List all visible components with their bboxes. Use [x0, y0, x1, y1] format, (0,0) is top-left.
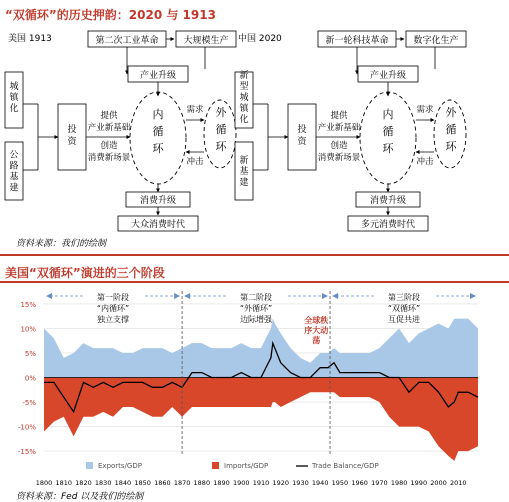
create-label: 消费新场景: [317, 153, 361, 163]
outer-label: 外: [445, 106, 457, 119]
annotation-label: 序大动: [304, 326, 329, 335]
phase-label: “双循环”: [387, 304, 421, 313]
invest-label: 资: [297, 137, 307, 147]
left-box-char: 公: [9, 150, 19, 161]
inner-circulation-ellipse: [130, 92, 186, 184]
x-tick-label: 1930: [292, 479, 309, 487]
dual-circulation-diagrams: [0, 24, 509, 254]
inner-label: 内: [382, 108, 394, 121]
create-label: 创造: [330, 141, 348, 151]
x-tick-label: 1890: [213, 479, 230, 487]
left-box-char: 新: [239, 156, 249, 166]
x-tick-label: 1880: [193, 479, 211, 487]
trade-gdp-chart: [0, 283, 509, 488]
phase-arrow-head: [470, 293, 476, 299]
diagram-label: 美国 1913: [8, 34, 52, 44]
inner-label: 环: [152, 142, 164, 155]
x-tick-label: 2000: [430, 479, 447, 487]
upgrade-label: 产业升级: [369, 71, 407, 81]
x-tick-label: 1960: [351, 479, 368, 487]
provide-label: 提供: [330, 111, 348, 121]
invest-label: 投: [67, 125, 77, 135]
inner-label: 环: [382, 142, 394, 155]
demand-label: 需求: [186, 105, 204, 115]
phase-label: “内循环”: [96, 304, 130, 313]
provide-label: 产业新基础: [87, 123, 131, 133]
consume-label: 消费升级: [369, 196, 407, 206]
inner-label: 循: [382, 125, 394, 138]
upgrade-label: 产业升级: [139, 71, 177, 81]
invest-label: 投: [297, 125, 307, 135]
era-label: 大众消费时代: [130, 220, 186, 230]
inner-circulation-ellipse: [360, 92, 416, 184]
page-title-2: 美国“双循环”演进的三个阶段: [5, 266, 165, 280]
y-tick-label: 5%: [24, 349, 36, 358]
y-tick-label: 10%: [20, 325, 36, 334]
outer-label: 环: [445, 140, 457, 153]
x-tick-label: 1800: [35, 479, 53, 487]
x-tick-label: 1870: [173, 479, 191, 487]
y-tick-label: -15%: [17, 448, 36, 457]
x-tick-label: 1980: [390, 479, 408, 487]
x-tick-label: 1820: [75, 479, 92, 487]
legend-label: Trade Balance/GDP: [312, 462, 379, 470]
outer-label: 环: [215, 140, 227, 153]
phase-label: 第一阶段: [97, 293, 130, 302]
phase-arrow-head: [322, 293, 328, 299]
phase-arrow-head: [46, 293, 52, 299]
x-tick-label: 1950: [331, 479, 349, 487]
inner-label: 内: [152, 108, 164, 121]
invest-label: 资: [67, 137, 77, 147]
top-box-label: 新一轮科技革命: [325, 36, 389, 46]
shock-label: 冲击: [416, 157, 434, 167]
phase-label: “外循环”: [239, 304, 273, 313]
create-label: 创造: [100, 141, 118, 151]
top-box-label: 大规模生产: [183, 36, 229, 46]
outer-label: 循: [215, 123, 227, 136]
left-box-char: 路: [9, 161, 19, 172]
y-tick-label: 15%: [20, 300, 36, 309]
phase-label: 独立支撑: [97, 315, 130, 324]
x-tick-label: 1920: [272, 479, 290, 487]
exports-area: [44, 319, 478, 378]
y-tick-label: 0%: [24, 374, 36, 383]
imports-area: [44, 378, 478, 461]
demand-label: 需求: [416, 105, 434, 115]
diagram-china-2020: [235, 31, 466, 231]
create-label: 消费新场景: [87, 153, 131, 163]
phase-label: 第三阶段: [388, 293, 421, 302]
source-note-1: 资料来源：我们的绘制: [16, 239, 107, 249]
phase-label: 互促共进: [388, 315, 421, 324]
left-box-char: 镇: [239, 104, 249, 114]
left-box-char: 建: [239, 178, 249, 188]
outer-label: 循: [445, 123, 457, 136]
x-tick-label: 1840: [114, 479, 132, 487]
x-tick-label: 1940: [311, 479, 329, 487]
phase-arrow-head: [174, 293, 180, 299]
phase-arrow-head: [332, 293, 338, 299]
y-tick-label: -10%: [17, 423, 36, 432]
left-box-char: 城: [9, 82, 19, 92]
y-tick-label: -5%: [22, 399, 36, 408]
x-tick-label: 1900: [232, 479, 250, 487]
left-box-char: 新: [239, 71, 249, 81]
legend-swatch: [86, 462, 93, 469]
source-note-2: 资料来源：Fed 以及我们的绘制: [16, 492, 144, 502]
left-box-char: 城: [239, 93, 249, 103]
x-tick-label: 1860: [154, 479, 171, 487]
legend-swatch: [212, 462, 219, 469]
left-box-char: 基: [239, 167, 249, 177]
x-tick-label: 1810: [55, 479, 73, 487]
legend-label: Imports/GDP: [224, 462, 269, 470]
left-box-char: 镇: [9, 93, 19, 103]
legend-label: Exports/GDP: [98, 462, 142, 470]
era-label: 多元消费时代: [360, 220, 416, 230]
x-tick-label: 1910: [252, 479, 270, 487]
left-box-char: 建: [9, 183, 19, 194]
top-box-label: 第二次工业革命: [95, 36, 159, 46]
phase-label: 边际增强: [240, 315, 273, 324]
x-tick-label: 1850: [134, 479, 151, 487]
left-box-char: 化: [9, 104, 19, 114]
annotation-label: 荡: [312, 336, 321, 345]
phase-label: 第二阶段: [240, 293, 273, 302]
x-tick-label: 1830: [94, 479, 112, 487]
diagram-usa-1913: [5, 31, 236, 231]
section-divider: [0, 254, 509, 256]
phase-arrow-head: [184, 293, 190, 299]
x-tick-label: 1990: [410, 479, 428, 487]
left-box-char: 化: [239, 115, 249, 125]
x-tick-label: 2010: [449, 479, 467, 487]
annotation-label: 全球秩: [304, 316, 329, 325]
shock-label: 冲击: [186, 157, 204, 167]
left-box-char: 型: [239, 82, 249, 92]
consume-label: 消费升级: [139, 196, 177, 206]
diagram-label: 中国 2020: [238, 34, 282, 44]
inner-label: 循: [152, 125, 164, 138]
left-box-char: 基: [9, 172, 19, 183]
page-title-1: “双循环”的历史押韵：2020 与 1913: [5, 8, 216, 22]
outer-label: 外: [215, 106, 227, 119]
provide-label: 产业新基础: [317, 123, 361, 133]
x-tick-label: 1970: [371, 479, 388, 487]
provide-label: 提供: [100, 111, 118, 121]
top-box-label: 数字化生产: [413, 36, 459, 46]
